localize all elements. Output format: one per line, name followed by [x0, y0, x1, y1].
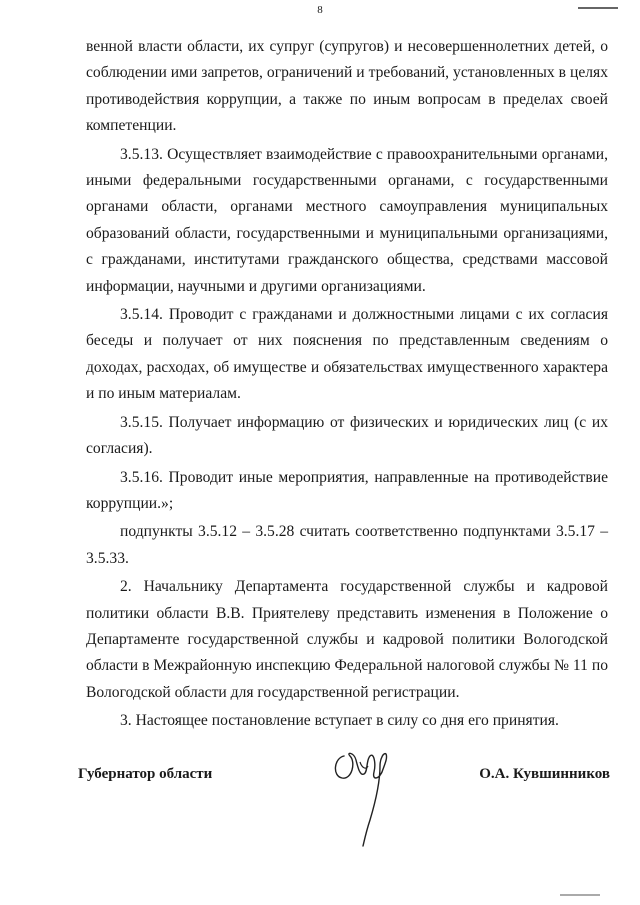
paragraph-3-5-15: 3.5.15. Получает информацию от физических и юридических лиц (с их согласия). — [86, 413, 608, 458]
paragraph-continuation: венной власти области, их супруг (супругов) и несовершеннолетних детей, о соблюдении ими запретов, ограничений и требований, установленных в целях противодействия коррупции, а также по иным вопросам в пределах своей компетенции. — [86, 38, 608, 135]
signature-block — [78, 762, 610, 852]
paragraph-item-2: 2. Начальнику Департамента государственной службы и кадровой политики области В.В. Приятелеву представить изменения в Положение о Департаменте государственной службы и кадровой политики Вологодской области в Межрайонную инспекцию Федеральной налоговой службы № 11 по Вологодской области для государственной регистрации. — [86, 578, 608, 701]
document-body — [86, 34, 608, 735]
handwritten-signature-icon — [330, 750, 400, 850]
scan-mark-icon — [560, 893, 600, 897]
paragraph-renumbering: подпункты 3.5.12 – 3.5.28 считать соответственно подпунктами 3.5.17 – 3.5.33. — [86, 523, 608, 567]
paragraph-3-5-14: 3.5.14. Проводит с гражданами и должностными лицами с их согласия беседы и получает от них пояснения по представленным сведениям о доходах, расходах, об имуществе и обязательствах имущественного характера и по иным материалам. — [86, 306, 608, 403]
signatory-name: О.А. Кувшинников — [479, 766, 610, 782]
signatory-title: Губернатор области — [78, 766, 213, 782]
paragraph-3-5-16: 3.5.16. Проводит иные мероприятия, направленные на противодействие коррупции.»; — [86, 468, 608, 512]
page-number: 8 — [317, 4, 323, 16]
paragraph-3-5-13: 3.5.13. Осуществляет взаимодействие с правоохранительными органами, иными федеральными государственными органами, с государственными органами области, органами местного самоуправления муниципальных образований области, государственными и муниципальными организациями, с гражданами, институтами гражданского общества, средствами массовой информации, научными и другими организациями. — [86, 145, 608, 295]
paragraph-item-3: 3. Настоящее постановление вступает в силу со дня его принятия. — [120, 712, 559, 730]
